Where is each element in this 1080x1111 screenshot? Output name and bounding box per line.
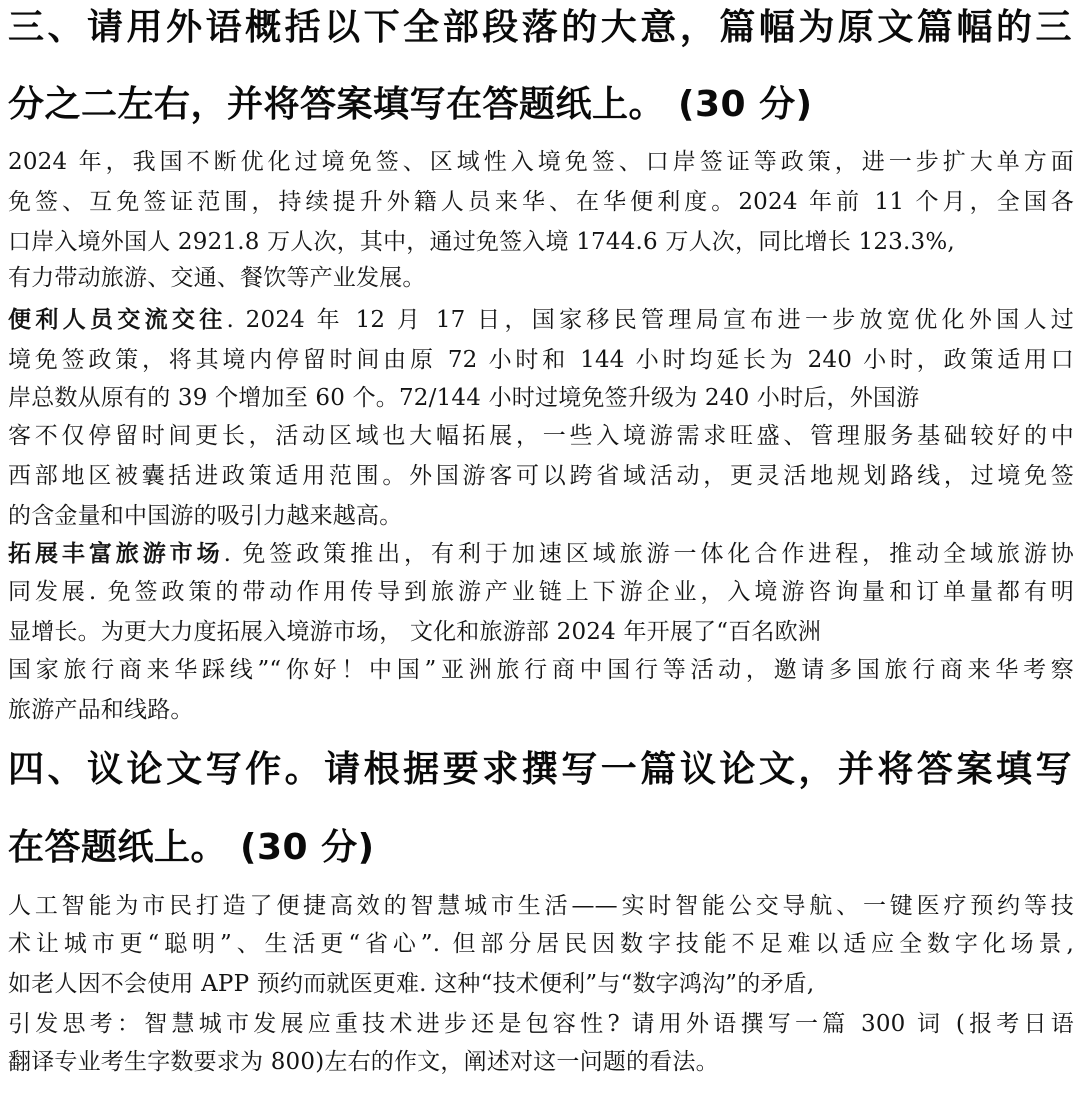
- section4-para-line2: 术让城市更“聪明”、生活更“省心”. 但部分居民因数字技能不足难以适应全数字化场景,: [8, 931, 1074, 957]
- section3-para3-line1: 拓展丰富旅游市场. 免签政策推出，有利于加速区域旅游一体化合作进程，推动全域旅游协: [8, 541, 1074, 567]
- section4-para-line5: 翻译专业考生字数要求为 800)左右的作文，阐述对这一问题的看法。: [8, 1049, 719, 1075]
- section3-para3-line2: 同发展. 免签政策的带动作用传导到旅游产业链上下游企业，入境游咨询量和订单量都有明: [8, 579, 1074, 605]
- section3-heading-line1: 三、请用外语概括以下全部段落的大意，篇幅为原文篇幅的三: [8, 7, 1072, 48]
- section3-para1-line4: 有力带动旅游、交通、餐饮等产业发展。: [8, 265, 426, 291]
- para2-lead: 便利人员交流交往: [8, 307, 227, 333]
- section3-para2-line6: 的含金量和中国游的吸引力越来越高。: [8, 503, 403, 529]
- section4-para-line1: 人工智能为市民打造了便捷高效的智慧城市生活——实时智能公交导航、一键医疗预约等技: [8, 893, 1074, 919]
- section4-para-line3: 如老人因不会使用 APP 预约而就医更难. 这种“技术便利”与“数字鸿沟”的矛盾,: [8, 971, 815, 997]
- section3-para1-line1: 2024 年，我国不断优化过境免签、区域性入境免签、口岸签证等政策，进一步扩大单方面: [8, 149, 1074, 175]
- section3-para1-line3: 口岸入境外国人 2921.8 万人次，其中，通过免签入境 1744.6 万人次，同比增长 123.3%,: [8, 229, 955, 255]
- section3-para2-line3: 岸总数从原有的 39 个增加至 60 个。72/144 小时过境免签升级为 240 小时后，外国游: [8, 385, 920, 411]
- section3-para2-line4: 客不仅停留时间更长，活动区域也大幅拓展，一些入境游需求旺盛、管理服务基础较好的中: [8, 423, 1074, 449]
- section3-para2-line5: 西部地区被囊括进政策适用范围。外国游客可以跨省域活动，更灵活地规划路线，过境免签: [8, 463, 1074, 489]
- section3-para1-line2: 免签、互免签证范围，持续提升外籍人员来华、在华便利度。2024 年前 11 个月，全国各: [8, 189, 1074, 215]
- section3-para3-line3: 显增长。为更大力度拓展入境游市场， 文化和旅游部 2024 年开展了“百名欧洲: [8, 619, 822, 645]
- section3-para2-line2: 境免签政策，将其境内停留时间由原 72 小时和 144 小时均延长为 240 小时，政策适用口: [8, 347, 1074, 373]
- section3-para2-line1: 便利人员交流交往. 2024 年 12 月 17 日，国家移民管理局宣布进一步放宽优化外国人过: [8, 307, 1074, 333]
- section4-para-line4: 引发思考：智慧城市发展应重技术进步还是包容性? 请用外语撰写一篇 300 词 (报考日语: [8, 1011, 1074, 1037]
- section3-para3-line4: 国家旅行商来华踩线”“你好！中国”亚洲旅行商中国行等活动，邀请多国旅行商来华考察: [8, 657, 1074, 683]
- section4-heading-line2: 在答题纸上。 (30 分): [8, 827, 375, 868]
- section3-heading-line2: 分之二左右，并将答案填写在答题纸上。 (30 分): [8, 84, 813, 125]
- section4-heading-line1: 四、议论文写作。请根据要求撰写一篇议论文，并将答案填写: [8, 749, 1072, 790]
- section3-para3-line5: 旅游产品和线路。: [8, 697, 194, 723]
- para3-lead: 拓展丰富旅游市场: [8, 541, 224, 567]
